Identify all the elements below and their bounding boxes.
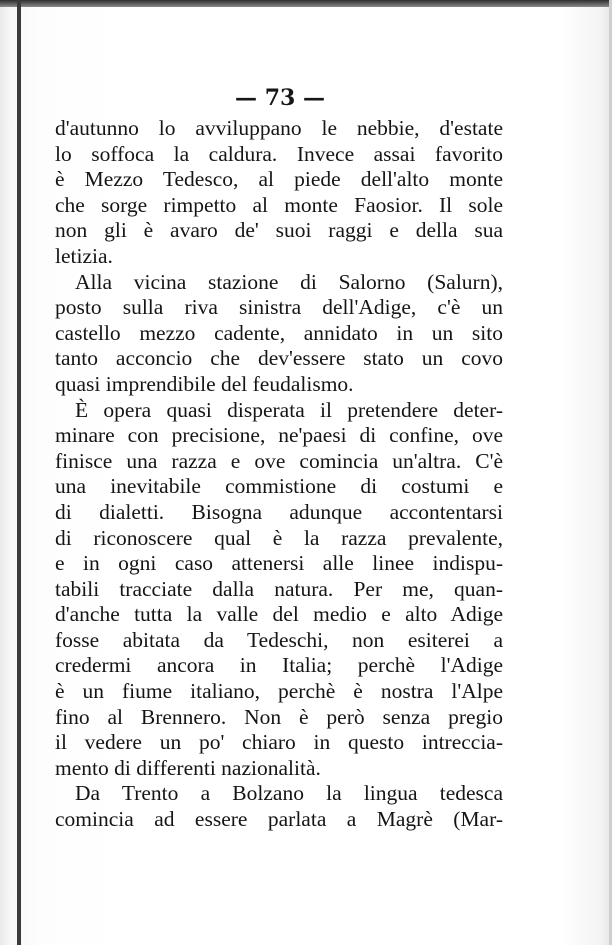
text-line: e in ogni caso attenersi alle linee indispu- — [55, 551, 503, 576]
text-line: è Mezzo Tedesco, al piede dell'alto monte — [55, 167, 503, 192]
text-line: d'autunno lo avviluppano le nebbie, d'estate — [55, 116, 503, 140]
text-line: tabili tracciate dalla natura. Per me, quan- — [55, 576, 503, 601]
text-line: finisce una razza e ove comincia un'altra. C'è — [55, 448, 503, 473]
text-line: posto sulla riva sinistra dell'Adige, c'è un — [55, 295, 503, 320]
paragraph-1 — [55, 116, 503, 270]
text-line: fino al Brennero. Non è però senza pregio — [55, 704, 503, 729]
text-line: credermi ancora in Italia; perchè l'Adige — [55, 653, 503, 678]
text-line: non gli è avaro de' suoi raggi e della sua — [55, 218, 503, 243]
paragraph-2 — [55, 270, 503, 398]
paragraph-4 — [55, 781, 503, 832]
text-line: è un fiume italiano, perchè è nostra l'Alpe — [55, 679, 503, 704]
text-line: Da Trento a Bolzano la lingua tedesca — [75, 781, 503, 806]
text-line: mento di differenti nazionalità. — [55, 755, 321, 780]
text-line: minare con precisione, ne'paesi di confine, ove — [55, 423, 503, 448]
text-line: una inevitabile commistione di costumi e — [55, 474, 503, 499]
text-line: di dialetti. Bisogna adunque accontentarsi — [55, 499, 503, 524]
text-line: lo soffoca la caldura. Invece assai favorito — [55, 141, 503, 166]
text-line: castello mezzo cadente, annidato in un sito — [55, 320, 503, 345]
page-top-edge — [0, 0, 612, 7]
text-line: che sorge rimpetto al monte Faosior. Il sole — [55, 192, 503, 217]
paragraph-3 — [55, 398, 503, 782]
text-line: quasi imprendibile del feudalismo. — [55, 371, 354, 396]
text-line: tanto acconcio che dev'essere stato un covo — [55, 346, 503, 371]
text-line: d'anche tutta la valle del medio e alto Adige — [55, 602, 503, 627]
text-line: fosse abitata da Tedeschi, non esiterei a — [55, 627, 503, 652]
text-line: il vedere un po' chiaro in questo intreccia- — [55, 730, 503, 755]
body-text — [55, 116, 503, 833]
text-line: comincia ad essere parlata a Magrè (Mar- — [55, 807, 503, 832]
page-binding-edge — [17, 0, 21, 945]
text-line: di riconoscere qual è la razza prevalente, — [55, 525, 503, 550]
text-line: È opera quasi disperata il pretendere deter- — [75, 397, 503, 422]
page-number: — 73 — — [235, 85, 325, 111]
text-line: letizia. — [55, 243, 113, 268]
text-line: Alla vicina stazione di Salorno (Salurn), — [75, 269, 503, 294]
